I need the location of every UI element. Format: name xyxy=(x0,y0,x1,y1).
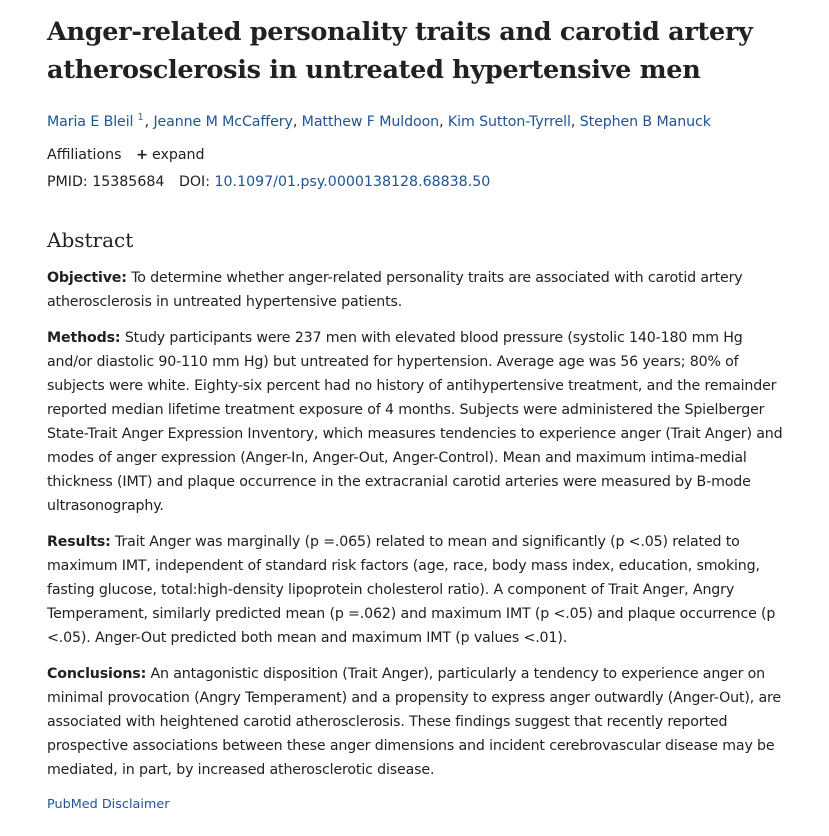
affiliations-label: Affiliations xyxy=(47,147,122,163)
doi-label: DOI: xyxy=(178,174,210,190)
author-link[interactable]: Jeanne M McCaffery xyxy=(153,114,293,130)
section-text: An antagonistic disposition (Trait Anger), particularly a tendency to experience anger on minimal provocation (Angry Temperament) and a propensity to express anger outwardly (Anger-Out), are associated with heightened carotid atherosclerosis. These findings suggest that recently reported prospective associations between these anger dimensions and incident cerebrovascular disease may be mediated, in part, by increased atherosclerotic disease. xyxy=(47,666,781,778)
doi-link[interactable]: 10.1097/01.psy.0000138128.68838.50 xyxy=(214,174,491,190)
author-link[interactable]: Stephen B Manuck xyxy=(579,114,711,130)
pmid-label: PMID: xyxy=(47,174,88,190)
affiliations-row xyxy=(47,143,205,167)
author-link[interactable]: Matthew F Muldoon xyxy=(301,114,440,130)
author-link[interactable]: Kim Sutton-Tyrrell xyxy=(447,114,571,130)
abstract-section-conclusions xyxy=(47,662,792,782)
expand-affiliations-button[interactable] xyxy=(136,147,204,163)
abstract-section-methods xyxy=(47,326,792,518)
section-label: Results: xyxy=(47,534,111,550)
identifiers-row xyxy=(47,170,490,194)
authors-list: Maria E Bleil $^1$, Jeanne M McCaffery, Matthew F Muldoon, Kim Sutton-Tyrrell, Stephen B Manuck xyxy=(47,112,711,130)
pmid-value: 15385684 xyxy=(92,174,165,190)
section-text: Study participants were 237 men with elevated blood pressure (systolic 140-180 mm Hg and/or diastolic 90-110 mm Hg) but untreated for hypertension. Average age was 56 years; 80% of subjects were white. Eighty-six percent had no history of antihypertensive treatment, and the remainder reported median lifetime treatment exposure of 4 months. Subjects were administered the Spielberger State-Trait Anger Expression Inventory, which measures tendencies to experience anger (Trait Anger) and modes of anger expression (Anger-In, Anger-Out, Anger-Control). Mean and maximum intima-medial thickness (IMT) and plaque occurrence in the extracranial carotid arteries were measured by B-mode ultrasonography. xyxy=(47,330,783,514)
section-text: To determine whether anger-related personality traits are associated with carotid artery atherosclerosis in untreated hypertensive patients. xyxy=(47,270,743,310)
affiliation-number[interactable]: 1 xyxy=(137,112,144,123)
section-text: Trait Anger was marginally (p =.065) related to mean and significantly (p <.05) related to maximum IMT, independent of standard risk factors (age, race, body mass index, education, smoking, fasting glucose, total:high-density lipoprotein cholesterol ratio). A component of Trait Anger, Angry Temperament, similarly predicted mean (p =.062) and maximum IMT (p <.05) and plaque occurrence (p <.05). Anger-Out predicted both mean and maximum IMT (p values <.01). xyxy=(47,534,776,646)
author-link[interactable]: Maria E Bleil xyxy=(47,114,134,130)
abstract-section-objective xyxy=(47,266,792,314)
section-label: Conclusions: xyxy=(47,666,147,682)
abstract-section-results xyxy=(47,530,792,650)
abstract-heading: Abstract xyxy=(47,228,134,252)
expand-label: expand xyxy=(151,147,205,163)
article-title: Anger-related personality traits and carotid artery atherosclerosis in untreated hypertensive men xyxy=(47,17,753,85)
plus-icon: + xyxy=(136,147,148,163)
section-label: Methods: xyxy=(47,330,121,346)
section-label: Objective: xyxy=(47,270,127,286)
pubmed-disclaimer-link[interactable]: PubMed Disclaimer xyxy=(47,797,170,812)
